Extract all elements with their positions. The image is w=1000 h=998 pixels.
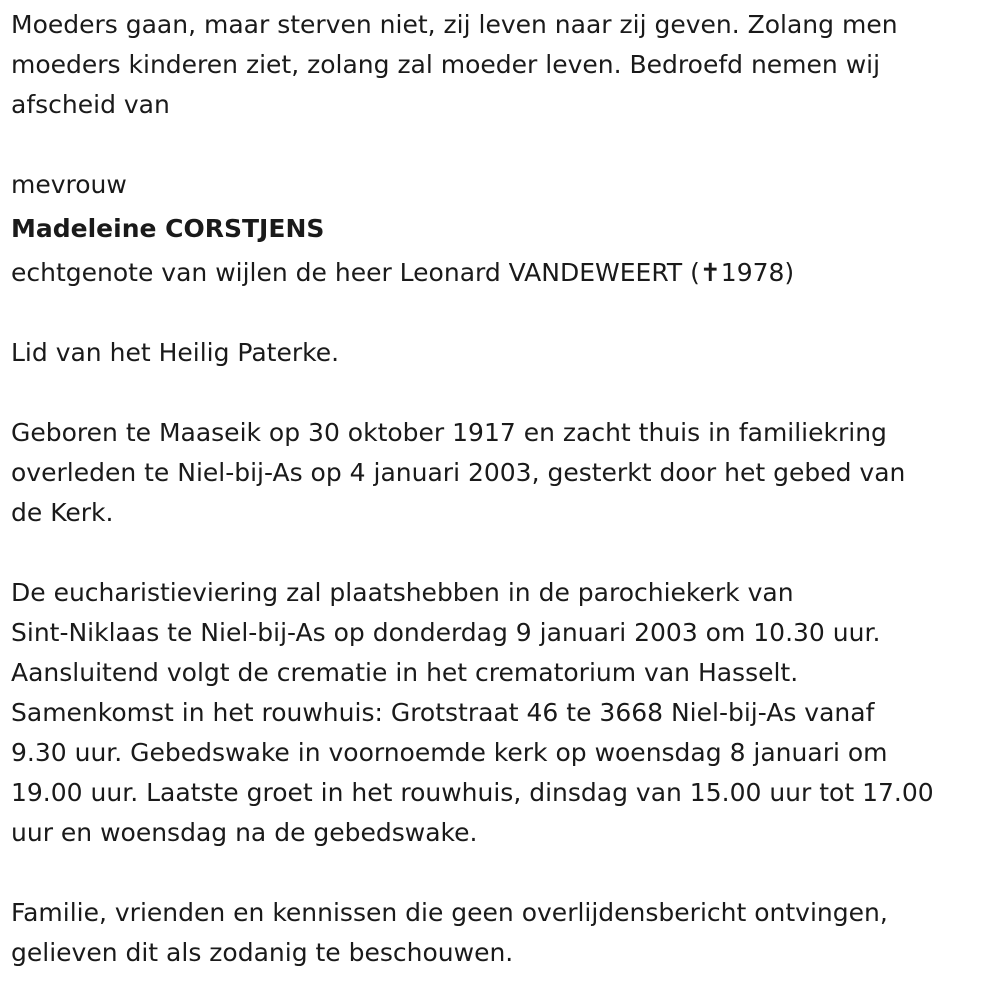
birth-death-line: overleden te Niel-bij-As op 4 januari 2003, gesterkt door het gebed van — [11, 458, 906, 487]
spacer — [11, 853, 996, 893]
title-prefix: mevrouw — [11, 170, 127, 199]
poem-paragraph — [11, 5, 996, 125]
closing-line: Familie, vrienden en kennissen die geen overlijdensbericht ontvingen, — [11, 898, 888, 927]
ceremony-paragraph — [11, 573, 996, 853]
ceremony-line: De eucharistieviering zal plaatshebben in de parochiekerk van — [11, 578, 794, 607]
birth-death-line: Geboren te Maaseik op 30 oktober 1917 en zacht thuis in familiekring — [11, 418, 887, 447]
ceremony-line: 9.30 uur. Gebedswake in voornoemde kerk op woensdag 8 januari om — [11, 738, 888, 767]
ceremony-line: 19.00 uur. Laatste groet in het rouwhuis, dinsdag van 15.00 uur tot 17.00 — [11, 778, 934, 807]
ceremony-line: Aansluitend volgt de crematie in het crematorium van Hasselt. — [11, 658, 799, 687]
poem-line: moeders kinderen ziet, zolang zal moeder leven. Bedroefd nemen wij — [11, 50, 881, 79]
ceremony-line: Samenkomst in het rouwhuis: Grotstraat 46 te 3668 Niel-bij-As vanaf — [11, 698, 875, 727]
closing-line: gelieven dit als zodanig te beschouwen. — [11, 938, 514, 967]
poem-line: Moeders gaan, maar sterven niet, zij leven naar zij geven. Zolang men — [11, 10, 898, 39]
obituary-document — [11, 0, 996, 973]
spacer — [11, 373, 996, 413]
spacer — [11, 293, 996, 333]
spouse-line: echtgenote van wijlen de heer Leonard VANDEWEERT (✝1978) — [11, 258, 795, 287]
membership-line: Lid van het Heilig Paterke. — [11, 338, 340, 367]
spacer — [11, 125, 996, 165]
ceremony-line: Sint-Niklaas te Niel-bij-As op donderdag 9 januari 2003 om 10.30 uur. — [11, 618, 881, 647]
ceremony-line: uur en woensdag na de gebedswake. — [11, 818, 478, 847]
closing-paragraph — [11, 893, 996, 973]
birth-death-paragraph — [11, 413, 996, 533]
poem-line: afscheid van — [11, 90, 170, 119]
deceased-name: Madeleine CORSTJENS — [11, 214, 325, 243]
birth-death-line: de Kerk. — [11, 498, 114, 527]
spacer — [11, 533, 996, 573]
